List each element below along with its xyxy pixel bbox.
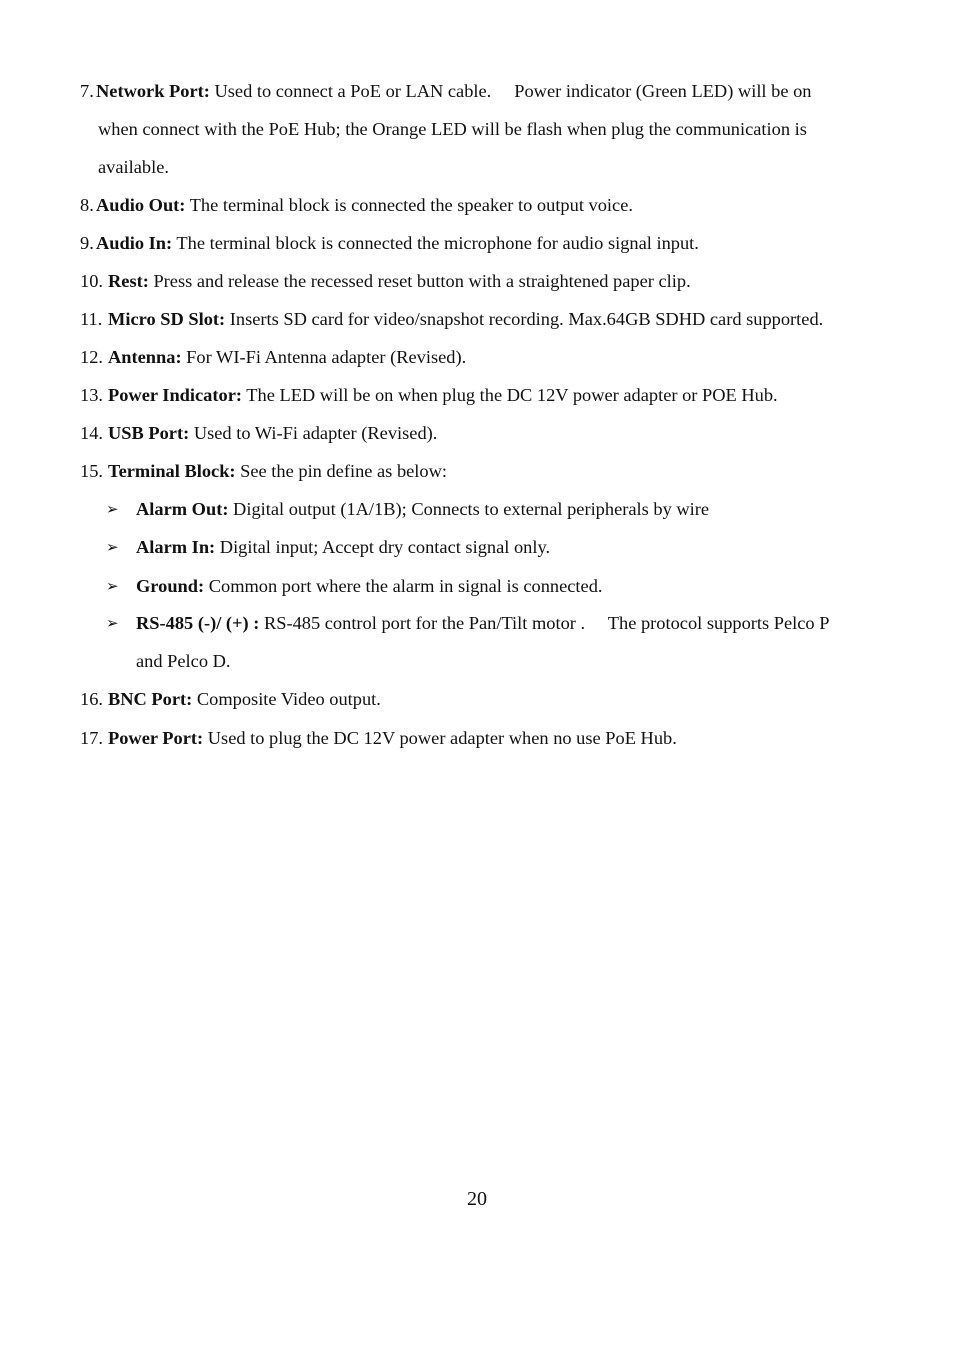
item-number: 10. [80,271,103,291]
item-label: Alarm In: [136,537,216,557]
item-number: 9. [80,233,94,253]
item-label: BNC Port: [108,689,193,709]
item-text: For WI-Fi Antenna adapter (Revised). [181,347,467,367]
item-text: Used to connect a PoE or LAN cable. Power indicator (Green LED) will be on [209,81,812,101]
item-text: Inserts SD card for video/snapshot recording. Max.64GB SDHD card supported. [225,309,824,329]
page-number: 20 [467,1188,487,1210]
item-number: 15. [80,461,103,481]
item-label: Rest: [108,271,149,291]
item-text: Common port where the alarm in signal is connected. [204,576,603,596]
item-text: See the pin define as below: [235,461,447,481]
item-label: Micro SD Slot: [108,309,226,329]
item-number: 16. [80,689,103,709]
item-label: Antenna: [108,347,182,367]
arrow-bullet-icon: ➢ [106,500,119,518]
item-number: 7. [80,81,94,101]
item-text: The terminal block is connected the microphone for audio signal input. [172,233,699,253]
item-label: Ground: [136,576,205,596]
item-number: 13. [80,385,103,405]
item-label: RS-485 (-)/ (+) : [136,613,260,633]
item-label: Power Port: [108,728,204,748]
item-label: Alarm Out: [136,499,229,519]
item-text: The terminal block is connected the speaker to output voice. [185,195,633,215]
arrow-bullet-icon: ➢ [106,614,119,632]
item-label: Terminal Block: [108,461,236,481]
item-label: Audio In: [96,233,173,253]
item-number: 11. [80,309,103,329]
item-text: Used to plug the DC 12V power adapter when no use PoE Hub. [203,728,677,748]
item-text: RS-485 control port for the Pan/Tilt motor . The protocol supports Pelco P [259,613,830,633]
item-number: 8. [80,195,94,215]
item-number: 17. [80,728,103,748]
arrow-bullet-icon: ➢ [106,538,119,556]
item-text: Composite Video output. [192,689,381,709]
item-label: USB Port: [108,423,190,443]
manual-page: 7. Network Port: Used to connect a PoE or LAN cable. Power indicator (Green LED) will be on when connect with the PoE Hub; the Orange LED will be flash when plug the communication is available. 8. Audio Out: The terminal block is connected the speaker to output voice. 9. Audio In: The terminal block is connected the microphone for audio signal input. 10. Rest: Press and release the recessed reset button with a straightened paper clip. 11. Micro SD Slot: Inserts SD card for video/snapshot recording. Max.64GB SDHD card supported. 12. Antenna: For WI-Fi Antenna adapter (Revised). 13. Power Indicator: The LED will be on when plug the DC 12V power adapter or POE Hub. 14. USB Port: Used to Wi-Fi adapter (Revised). 15. Terminal Block: See the pin define as below: ➢ Alarm Out: Digital output (1A/1B); Connects to external peripherals by wire ➢ Alarm In: Digital input; Accept dry contact signal only. ➢ Ground: Common port where the alarm in signal is connected. ➢ RS-485 (-)/ (+) : RS-485 control port for the Pan/Tilt motor . The protocol supports Pelco P and Pelco D. 16. BNC Port: Composite Video output. 17. Power Port: Used to plug the DC 12V power adapter when no use PoE Hub. 20 [0,0,954,1352]
arrow-bullet-icon: ➢ [106,577,119,595]
item-text: Press and release the recessed reset button with a straightened paper clip. [148,271,691,291]
item-label: Audio Out: [96,195,186,215]
item-text: Digital input; Accept dry contact signal only. [215,537,551,557]
item-text: The LED will be on when plug the DC 12V power adapter or POE Hub. [242,385,778,405]
item-text: Used to Wi-Fi adapter (Revised). [189,423,438,443]
item-number: 14. [80,423,103,443]
item-number: 12. [80,347,103,367]
item-label: Power Indicator: [108,385,242,405]
item-text: Digital output (1A/1B); Connects to external peripherals by wire [228,499,710,519]
item-label: Network Port: [96,81,210,101]
